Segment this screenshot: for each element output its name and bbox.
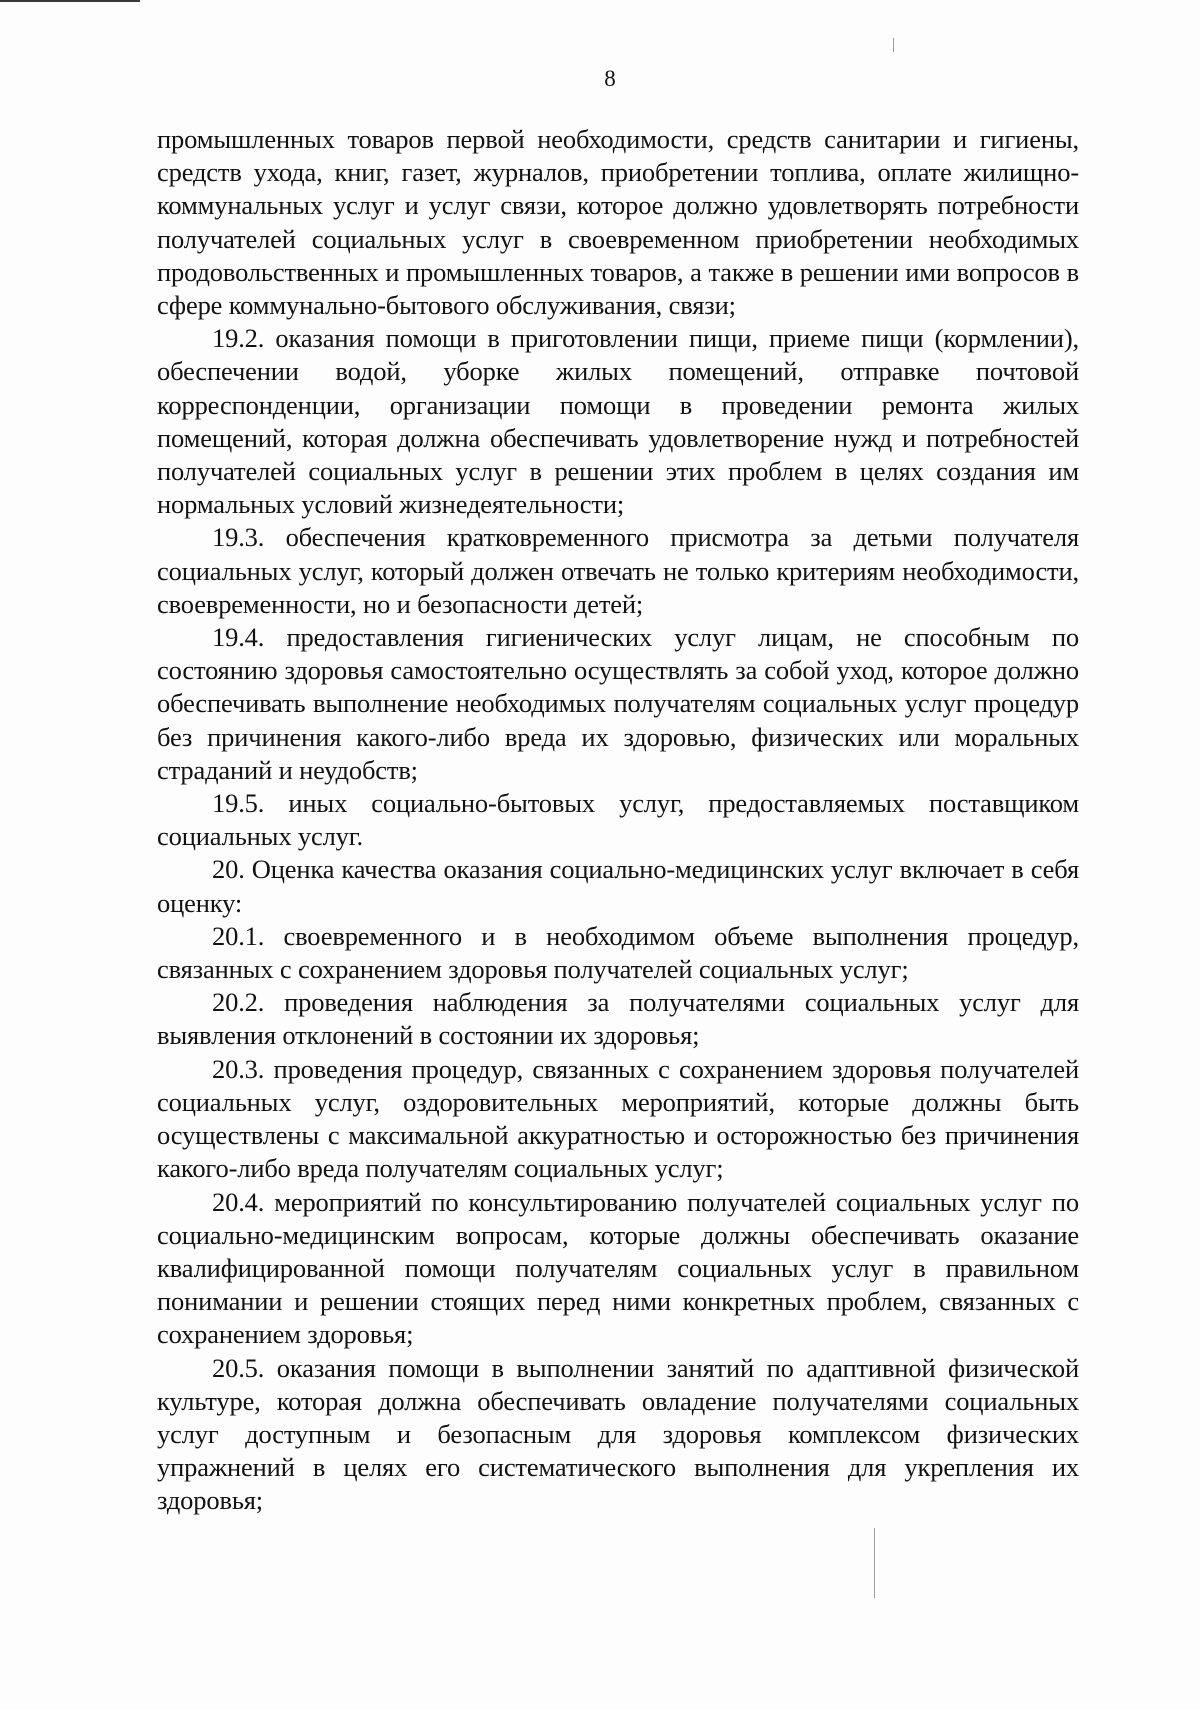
paragraph-continuation: промышленных товаров первой необходимости, средств санитарии и гигиены, средств ухода, книг, газет, журналов, приобретении топлива, оплате жилищно-коммунальных услуг и услуг связи, которое должно удовлетворять потребности получателей социальных услуг в своевременном приобретении необходимых продовольственных и промышленных товаров, а также в решении ими вопросов в сфере коммунально-бытового обслуживания, связи; [157, 124, 1079, 321]
document-body [157, 123, 1079, 1518]
paragraph-20-1: 20.1. своевременного и в необходимом объеме выполнения процедур, связанных с сохранением здоровья получателей социальных услуг; [157, 920, 1079, 985]
paragraph-20-3: 20.3. проведения процедур, связанных с сохранением здоровья получателей социальных услуг, оздоровительных мероприятий, которые должны быть осуществлены с максимальной аккуратностью и осторожностью без причинения какого-либо вреда получателям социальных услуг; [157, 1053, 1079, 1184]
paragraph-20-5: 20.5. оказания помощи в выполнении занятий по адаптивной физической культуре, которая должна обеспечивать овладение получателями социальных услуг доступным и безопасным для здоровья комплексом физических упражнений в целях его систематического выполнения для укрепления их здоровья; [157, 1352, 1079, 1516]
paragraph-20-4: 20.4. мероприятий по консультированию получателей социальных услуг по социально-медицинским вопросам, которые должны обеспечивать оказание квалифицированной помощи получателям социальных услуг в правильном понимании и решении стоящих перед ними конкретных проблем, связанных с сохранением здоровья; [157, 1186, 1079, 1350]
paragraph-20-2: 20.2. проведения наблюдения за получателями социальных услуг для выявления отклонений в состоянии их здоровья; [157, 987, 1079, 1051]
scan-edge-mark [0, 0, 140, 2]
paragraph-20: 20. Оценка качества оказания социально-медицинских услуг включает в себя оценку: [157, 854, 1079, 918]
page-number: 8 [604, 66, 616, 91]
paragraph-19-3: 19.3. обеспечения кратковременного присмотра за детьми получателя социальных услуг, который должен отвечать не только критериям необходимости, своевременности, но и безопасности детей; [157, 522, 1079, 619]
paragraph-19-4: 19.4. предоставления гигиенических услуг лицам, не способным по состоянию здоровья самостоятельно осуществлять за собой уход, которое должно обеспечивать выполнение необходимых получателям социальных услуг процедур без причинения какого-либо вреда их здоровью, физических или моральных страданий и неудобств; [157, 622, 1079, 785]
paragraph-19-2: 19.2. оказания помощи в приготовлении пищи, приеме пищи (кормлении), обеспечении водой, уборке жилых помещений, отправке почтовой корреспонденции, организации помощи в проведении ремонта жилых помещений, которая должна обеспечивать удовлетворение нужд и потребностей получателей социальных услуг в решении этих проблем в целях создания им нормальных условий жизнедеятельности; [157, 323, 1079, 520]
scan-artifact-line [874, 1528, 875, 1598]
paragraph-19-5: 19.5. иных социально-бытовых услуг, предоставляемых поставщиком социальных услуг. [157, 788, 1079, 852]
scan-artifact-line [893, 38, 894, 52]
